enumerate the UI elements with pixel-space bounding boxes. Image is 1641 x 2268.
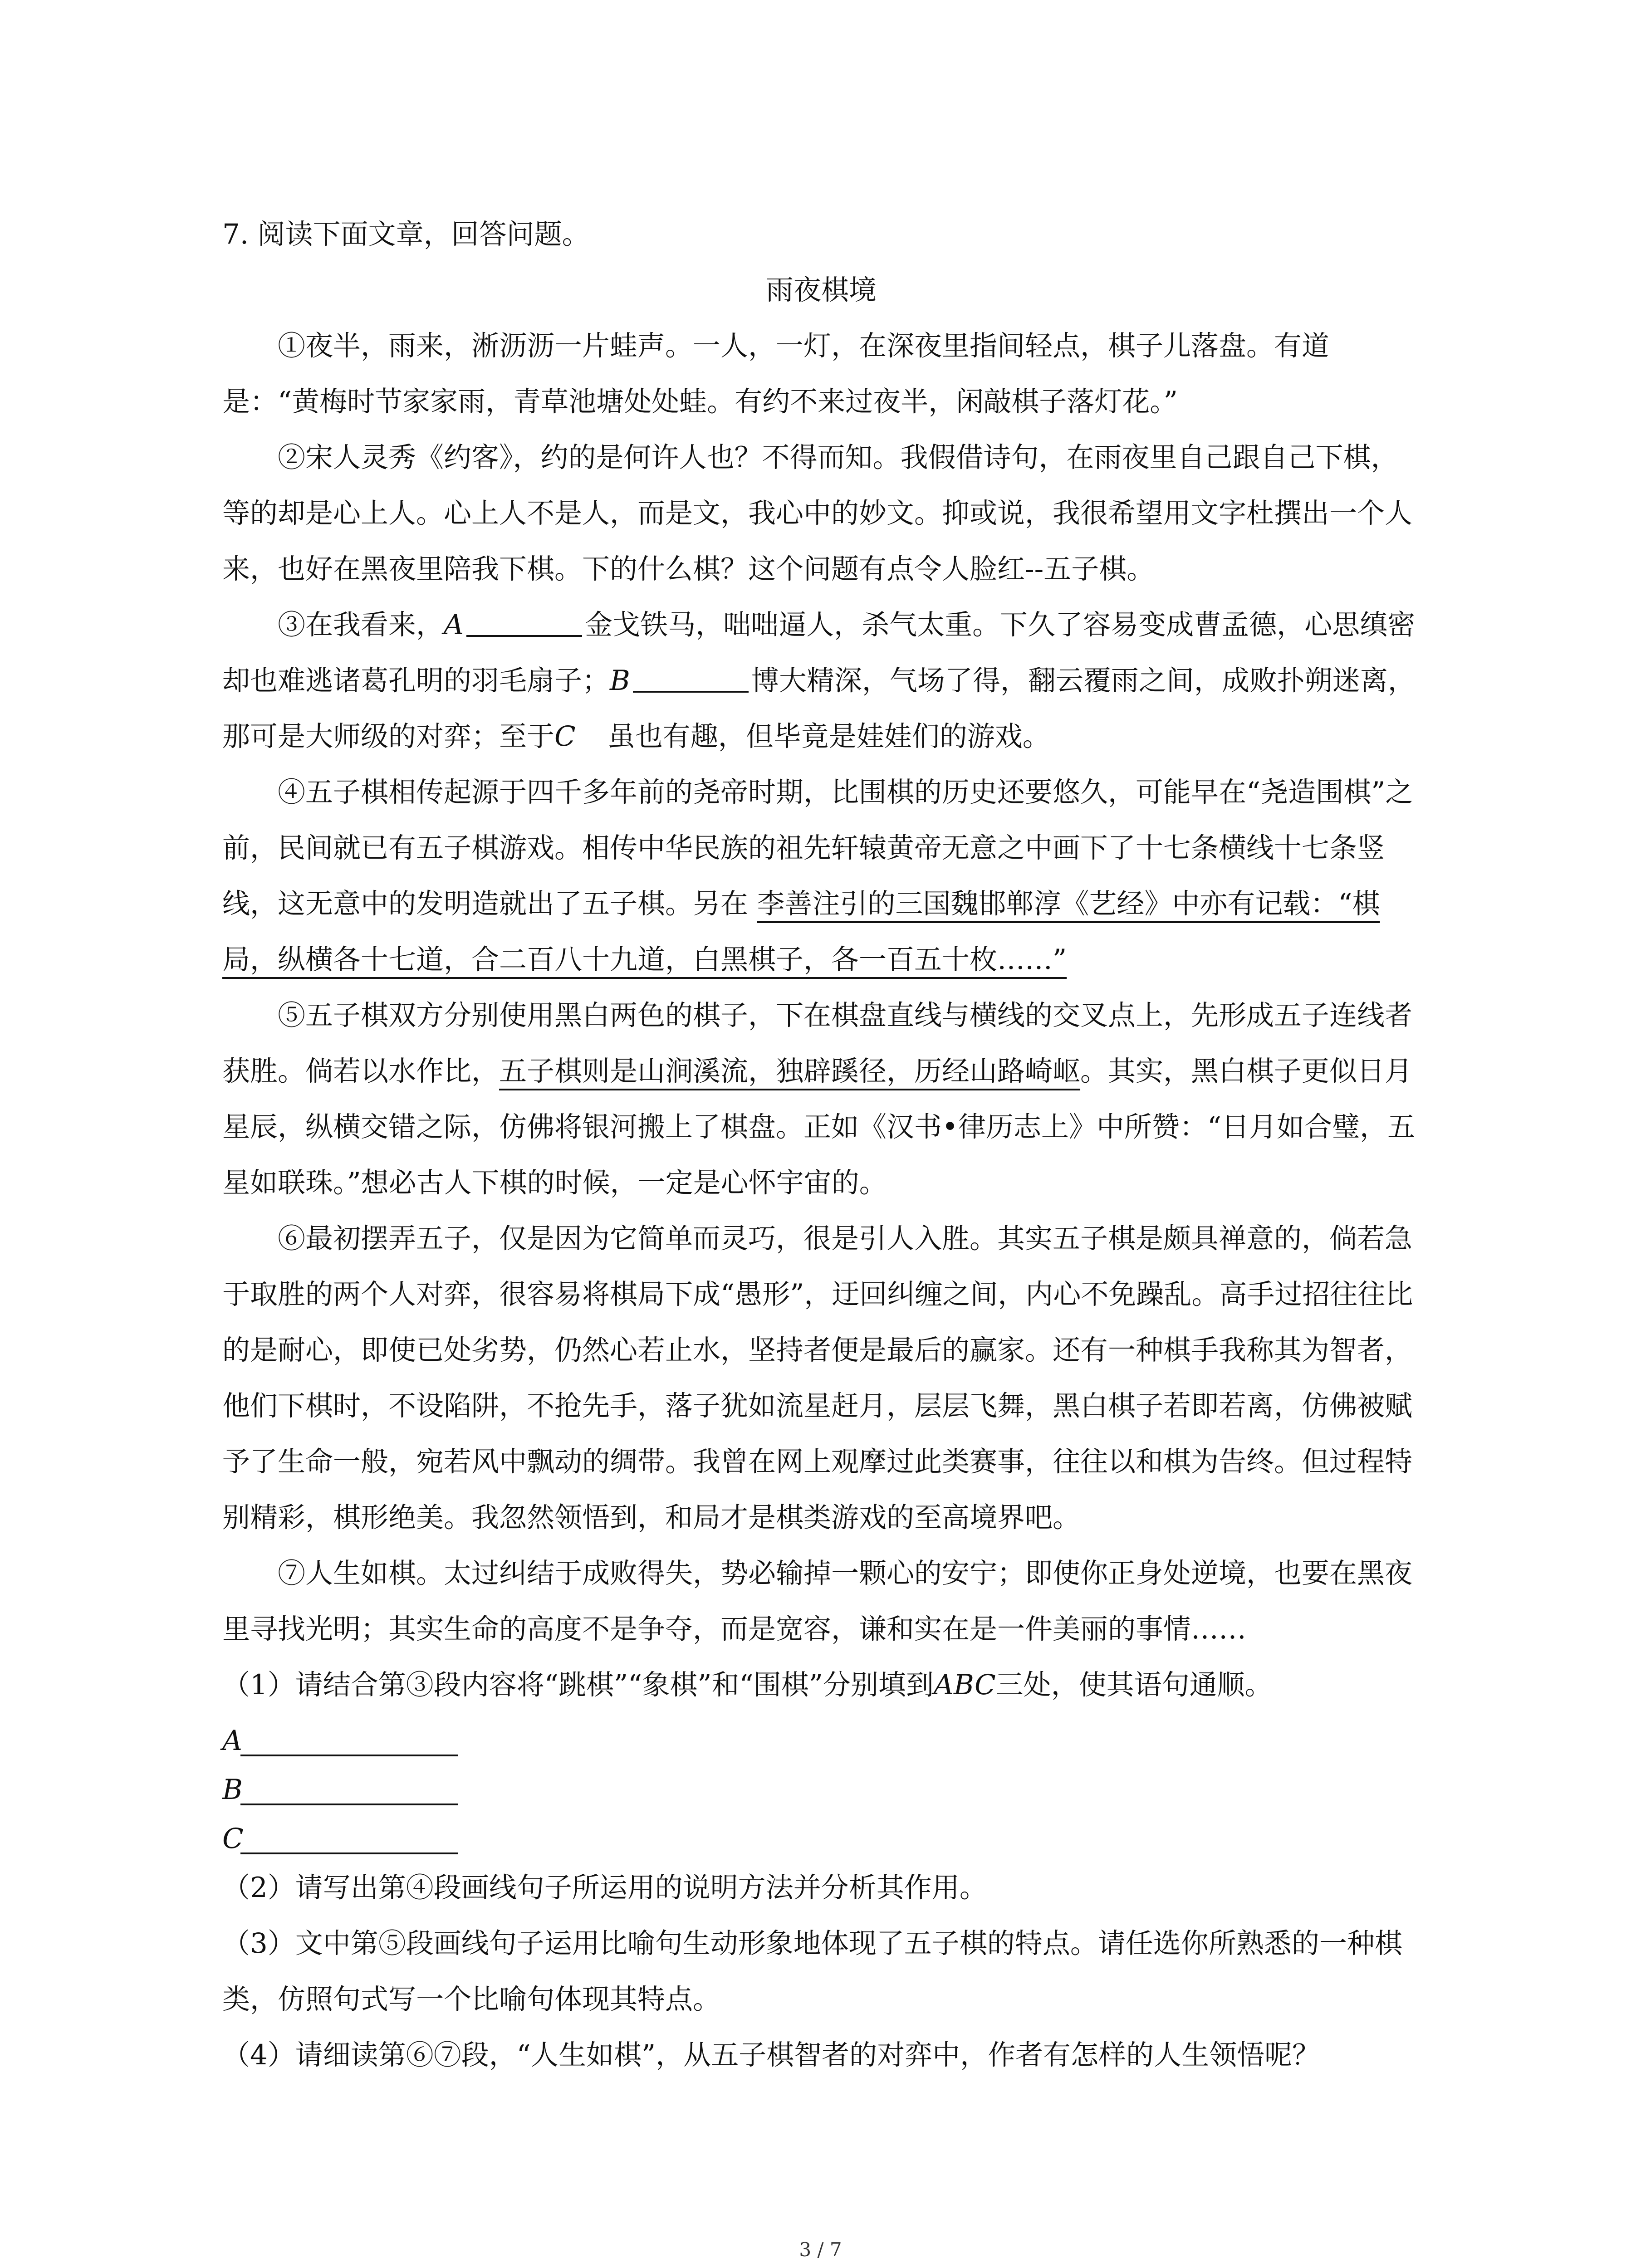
article-title: 雨夜棋境	[765, 274, 877, 306]
blank-label-a: A	[444, 609, 464, 641]
paragraph-2: ②宋人灵秀《约客》，约的是何许人也？不得而知。我假借诗句，在雨夜里自己跟自己下棋，等的却是心上人。心上人不是人，而是文，我心中的妙文。抑或说，我很希望用文字杜撰出一个人来，也好在黑夜里陪我下棋。下的什么棋？这个问题有点令人脸红--五子棋。	[222, 441, 1413, 585]
question-heading: 7. 阅读下面文章，回答问题。	[222, 218, 590, 250]
paragraph-3	[222, 597, 1420, 764]
answer-blank-b[interactable]	[240, 1776, 458, 1805]
paragraph-3-text-3: 博大精深，气场了得，翻云覆雨之间，成败扑朔迷离，那可是大师级的对弈；至于	[222, 665, 1416, 753]
answer-blank-c[interactable]	[240, 1825, 458, 1854]
paragraph-5	[222, 987, 1420, 1211]
paragraph-5-underlined-sentence: 五子棋则是山涧溪流，独辟蹊径，历经山路崎岖	[499, 1055, 1081, 1087]
answer-blank-a[interactable]	[240, 1727, 458, 1756]
paragraph-4	[222, 764, 1420, 987]
paragraph-3-text-2: 金戈铁马，咄咄逼人，杀气太重。下久了容易变成曹孟德，心思缜密却也难逃诸葛孔明的羽毛扇子；	[222, 609, 1416, 697]
sub-question-3: （3）文中第⑤段画线句子运用比喻句生动形象地体现了五子棋的特点。请任选你所熟悉的一种棋类，仿照句式写一个比喻句体现其特点。	[222, 1927, 1402, 2015]
paragraph-5-text-2: 。其实，黑白棋子更似日月星辰，纵横交错之际，仿佛将银河搬上了棋盘。正如《汉书•律历志上》中所赞：“日月如合璧，五星如联珠。”想必古人下棋的时候，一定是心怀宇宙的。	[222, 1055, 1416, 1199]
paragraph-7: ⑦人生如棋。太过纠结于成败得失，势必输掉一颗心的安宁；即使你正身处逆境，也要在黑夜里寻找光明；其实生命的高度不是争夺，而是宽容，谦和实在是一件美丽的事情……	[222, 1557, 1413, 1645]
blank-b	[633, 664, 749, 693]
answer-label-c: C	[222, 1823, 244, 1855]
paragraph-3-text-1: ③在我看来，	[278, 609, 444, 641]
sub-question-1-abc: ABC	[933, 1669, 996, 1701]
paragraph-5-text-1: ⑤五子棋双方分别使用黑白两色的棋子，下在棋盘直线与横线的交叉点上，先形成五子连线者获胜。倘若以水作比，	[222, 999, 1413, 1087]
question-content	[222, 206, 1420, 2083]
blank-label-b: B	[610, 665, 630, 697]
paragraph-6: ⑥最初摆弄五子，仅是因为它简单而灵巧，很是引人入胜。其实五子棋是颇具禅意的，倘若急于取胜的两个人对弈，很容易将棋局下成“愚形”，迂回纠缠之间，内心不免躁乱。高手过招往往比的是耐心，即使已处劣势，仍然心若止水，坚持者便是最后的赢家。还有一种棋手我称其为智者，他们下棋时，不设陷阱，不抢先手，落子犹如流星赶月，层层飞舞，黑白棋子若即若离，仿佛被赋予了生命一般，宛若风中飘动的绸带。我曾在网上观摩过此类赛事，往往以和棋为告终。但过程特别精彩，棋形绝美。我忽然领悟到，和局才是棋类游戏的至高境界吧。	[222, 1222, 1413, 1534]
answer-label-b: B	[222, 1774, 243, 1806]
sub-question-1	[222, 1657, 1420, 1713]
page-number: 3 / 7	[799, 2239, 842, 2261]
sub-question-1-text-2: 三处，使其语句通顺。	[995, 1669, 1273, 1701]
paragraph-4-underlined-sentence: 李善注引的三国魏邯郸淳《艺经》中亦有记载：“棋局，纵横各十七道，合二百八十九道，白黑棋子，各一百五十枚……”	[222, 888, 1380, 976]
answer-line-c[interactable]	[222, 1811, 1420, 1860]
blank-a	[466, 608, 582, 637]
answer-label-a: A	[222, 1725, 243, 1757]
answer-line-a[interactable]	[222, 1713, 1420, 1762]
sub-question-2: （2）请写出第④段画线句子所运用的说明方法并分析其作用。	[222, 1872, 987, 1904]
answer-line-b[interactable]	[222, 1762, 1420, 1811]
paragraph-1: ①夜半，雨来，淅沥沥一片蛙声。一人，一灯，在深夜里指间轻点，棋子儿落盘。有道是：“黄梅时节家家雨，青草池塘处处蛙。有约不来过夜半，闲敲棋子落灯花。”	[222, 330, 1330, 418]
paragraph-3-text-4: 虽也有趣，但毕竟是娃娃们的游戏。	[607, 720, 1050, 753]
blank-label-c: C	[554, 720, 576, 753]
paragraph-4-text: ④五子棋相传起源于四千多年前的尧帝时期，比围棋的历史还要悠久，可能早在“尧造围棋”之前，民间就已有五子棋游戏。相传中华民族的祖先轩辕黄帝无意之中画下了十七条横线十七条竖线，这无意中的发明造就出了五子棋。另在	[222, 776, 1413, 920]
sub-question-1-text-1: （1）请结合第③段内容将“跳棋”“象棋”和“围棋”分别填到	[222, 1669, 934, 1701]
sub-question-4: （4）请细读第⑥⑦段，“人生如棋”，从五子棋智者的对弈中，作者有怎样的人生领悟呢？	[222, 2039, 1320, 2071]
